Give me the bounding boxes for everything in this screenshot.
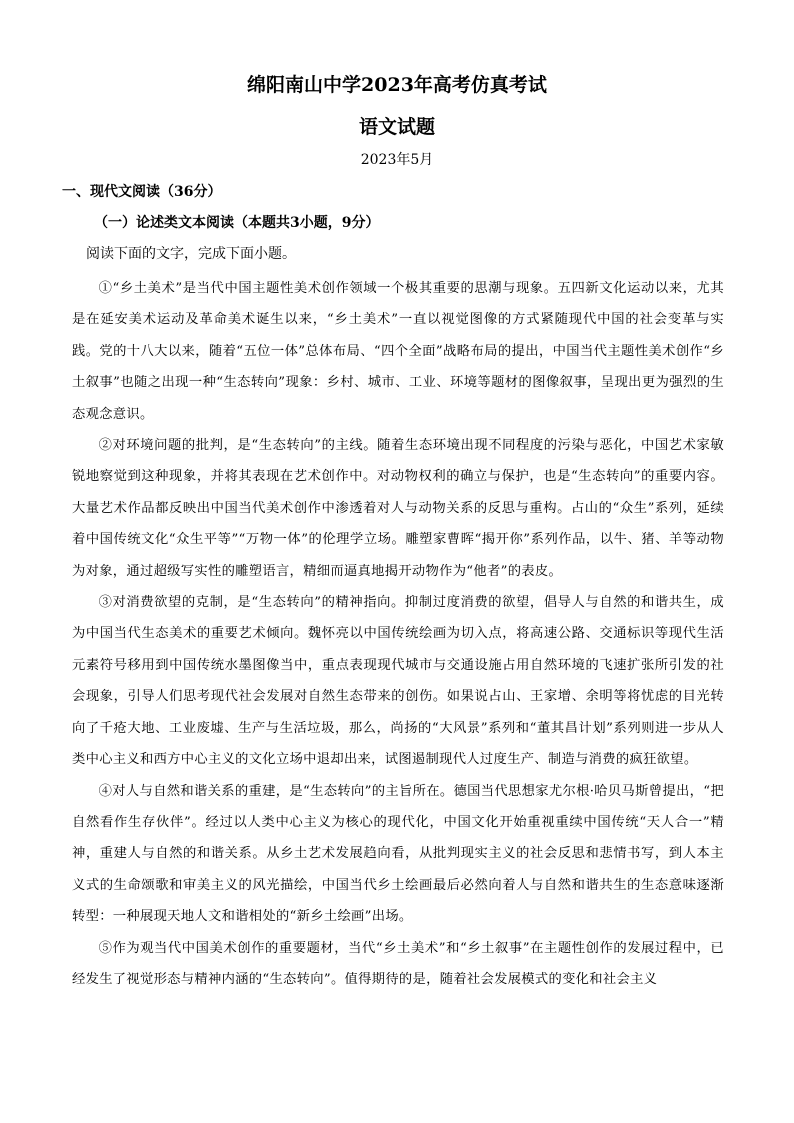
passage-paragraph-4: ④对人与自然和谐关系的重建，是“生态转向”的主旨所在。德国当代思想家尤尔根·哈贝马斯曾提出，“把自然看作生存伙伴”。经过以人类中心主义为核心的现代化，中国文化开始重视重续中国传统“天人合一”精神，重建人与自然的和谐关系。从乡土艺术发展趋向看，从批判现实主义的社会反思和悲情书写，到人本主义式的生命颂歌和审美主义的风光描绘，中国当代乡土绘画最后必然向着人与自然和谐共生的生态意味逐渐转型：一种展现天地人文和谐相处的“新乡土绘画”出场。 <box>72 783 724 925</box>
passage-paragraph-1: ①“乡土美术”是当代中国主题性美术创作领域一个极其重要的思潮与现象。五四新文化运动以来，尤其是在延安美术运动及革命美术诞生以来，“乡土美术”一直以视觉图像的方式紧随现代中国的社会变革与实践。党的十八大以来，随着“五位一体”总体布局、“四个全面”战略布局的提出，中国当代主题性美术创作“乡土叙事”也随之出现一种“生态转向”现象：乡村、城市、工业、环境等题材的图像叙事，呈现出更为强烈的生态观念意识。 <box>72 281 724 422</box>
section-heading: 一、现代文阅读（36分） <box>62 184 222 200</box>
passage-paragraph-2: ②对环境问题的批判，是“生态转向”的主线。随着生态环境出现不同程度的污染与恶化，中国艺术家敏锐地察觉到这种现象，并将其表现在艺术创作中。对动物权利的确立与保护，也是“生态转向”的重要内容。大量艺术作品都反映出中国当代美术创作中渗透着对人与动物关系的反思与重构。占山的“众生”系列，延续着中国传统文化“众生平等”“万物一体”的伦理学立场。雕塑家曹晖“揭开你”系列作品，以牛、猪、羊等动物为对象，通过超级写实性的雕塑语言，精细而逼真地揭开动物作为“他者”的表皮。 <box>72 438 724 579</box>
reading-instruction: 阅读下面的文字，完成下面小题。 <box>86 246 296 262</box>
exam-date: 2023年5月 <box>360 152 434 168</box>
passage-paragraph-5: ⑤作为观当代中国美术创作的重要题材，当代“乡土美术”和“乡土叙事”在主题性创作的发展过程中，已经发生了视觉形态与精神内涵的“生态转向”。值得期待的是，随着社会发展模式的变化和社会主义 <box>72 940 724 987</box>
subsection-heading: （一）论述类文本阅读（本题共3小题，9分） <box>94 215 380 231</box>
exam-title: 绵阳南山中学2023年高考仿真考试 <box>247 74 547 96</box>
passage-body <box>72 273 724 995</box>
passage-paragraph-3: ③对消费欲望的克制，是“生态转向”的精神指向。抑制过度消费的欲望，倡导人与自然的和谐共生，成为中国当代生态美术的重要艺术倾向。魏怀亮以中国传统绘画为切入点，将高速公路、交通标识等现代生活元素符号移用到中国传统水墨图像当中，重点表现现代城市与交通设施占用自然环境的飞速扩张所引发的社会现象，引导人们思考现代社会发展对自然生态带来的创伤。如果说占山、王家增、余明等将忧虑的目光转向了千疮大地、工业废墟、生产与生活垃圾，那么，尚扬的“大风景”系列和“董其昌计划”系列则进一步从人类中心主义和西方中心主义的文化立场中退却出来，试图遏制现代人过度生产、制造与消费的疯狂欲望。 <box>72 595 724 768</box>
subject-title: 语文试题 <box>358 116 435 138</box>
